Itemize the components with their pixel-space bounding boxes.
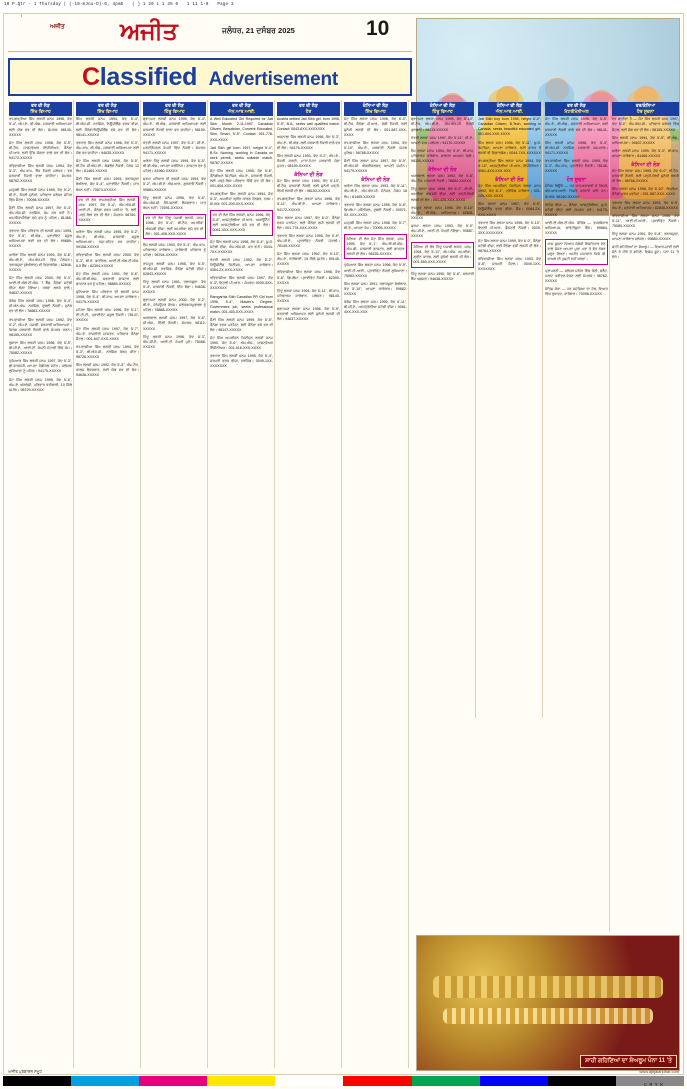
classified-ad: ਤਰਖਾਣ ਸਿੱਖ ਲੜਕਾ ਜਨਮ 1995, ਕੱਦ 5'-8", ਡਿਪਲੋਮਾ ਮਕੈਨੀਕਲ, ਦੁਬਈ ਨੌਕਰੀ। 00971-5X-XXX-XXXX (344, 202, 407, 217)
column-7 (410, 100, 476, 718)
column-10 (611, 100, 680, 932)
column-4 (209, 100, 275, 1068)
classified-ad: ਰਾਜਪੂਤ ਲੜਕੀ ਜਨਮ 1995, ਕੱਦ 5'-5", ਬੀ.ਐਸ.ਸੀ. ਨਰਸਿੰਗ, ਕੈਨੇਡਾ ਸਟੱਡੀ ਵੀਜ਼ਾ। 62843-XXXXX (143, 261, 206, 276)
classified-ad: ਹਿੰਦੂ ਲੜਕਾ ਜਨਮ 1991, ਕੱਦ 5'-8", ਤਲਾਕਸ਼ੁਦਾ, ਆਪਣਾ ਕਾਰੋਬਾਰ ਜਲੰਧਰ। 99889-XXXXX (612, 231, 679, 242)
classified-ad: ਰਵਿਦਾਸੀਆ ਸਿੱਖ ਲੜਕਾ ਜਨਮ 1998, ਕੱਦ 5'-8", ਡਿਪਲੋਮਾ, ਪ੍ਰਾਈਵੇਟ ਨੌਕਰੀ। 62390-XXXXX (277, 270, 340, 285)
classified-ad: ਸੈਣੀ ਸਿੱਖ ਲੜਕੀ ਜਨਮ 1999, ਕੱਦ 5'-5", ਕੈਨੇਡਾ ਵਰਕ ਪਰਮਿਟ, ਲਈ ਕੈਨੇਡਾ ਵਸੇ ਵਰ ਦੀ ਲੋੜ। 98147-XXXXX (210, 317, 273, 332)
category-subheading: ਕੰਨਿਆ ਦੀ ਲੋੜ (294, 172, 323, 179)
classified-ad: ਹਿੰਦੂ ਲੜਕਾ ਜਨਮ 1990, ਕੱਦ 5'-8", ਸਰਕਾਰੀ ਬੈਂਕ ਅਫ਼ਸਰ। 94638-XXXXX (411, 271, 474, 281)
category-heading-line1: ਕੰਨਿਆ ਦੀ ਲੋੜ (362, 103, 389, 108)
colour-swatch-0 (3, 1076, 71, 1086)
classified-ad: ਤਰਖਾਣ ਸਿੱਖ ਲੜਕਾ ਜਨਮ 1993, ਕੱਦ 5'-9", ਐਮ.ਏ., ਸਰਕਾਰੀ ਅਧਿਆਪਕ। 62845-XXXXX (612, 200, 679, 210)
classified-ad: ਮਜ਼੍ਹਬੀ ਸਿੱਖ ਲੜਕਾ ਜਨਮ 1998, ਕੱਦ 5'-7", ਬੀ.ਏ., ਆਪਣਾ ਕੰਮ। 70095-XXXXX (344, 220, 407, 230)
classified-ad: ਪ੍ਰਾਪਰਟੀ — ਜਲੰਧਰ ਸ਼ਹਿਰ ਵਿੱਚ ਕੋਠੀ, ਫਲੈਟ, ਪਲਾਟ ਖਰੀਦਣ-ਵੇਚਣ ਲਈ ਸੰਪਰਕ। 98762-XXXXX (545, 268, 608, 283)
category-heading-line2: ਸਿੱਖ ਵਿਆਹ (30, 108, 51, 114)
colour-swatch-2 (139, 1076, 207, 1086)
classified-ad: ਕੰਨਿਆ ਦੀ ਲੋੜ ਜੱਟ ਸਿੱਖ ਲੜਕਾ, ਜਨਮ 1995, ਕੱਦ 6'-1", ਐਮ.ਬੀ.ਬੀ.ਐਸ., ਐਮ.ਡੀ., ਸਰਕਾਰੀ ਡਾਕਟਰ, ਲਈ ਡਾਕਟਰ ਲੜਕੀ ਦੀ ਲੋੜ। 98155-XXXXX (344, 234, 407, 259)
classified-ad: ਸਿੱਖ ਲੜਕਾ ਜਨਮ 1997, ਕੱਦ 5'-9", ਨਿਊਜ਼ੀਲੈਂਡ ਵਰਕ ਵੀਜ਼ਾ, ਸ਼ੈੱਫ। 0064-2X-XXX-XXXX (478, 202, 541, 217)
classified-ad: ਅਰੋੜਾ ਲੜਕੀ ਜਨਮ 1999, ਕੱਦ 5'-3", ਬੀ.ਕਾਮ, ਆਪਣਾ ਕਾਰੋਬਾਰ। 81466-XXXXX (612, 148, 679, 158)
classified-ad: ਘੁੰਮਿਆਰ ਸਿੱਖ ਲੜਕਾ ਜਨਮ 1996, ਕੱਦ 5'-9", ਆਈ.ਟੀ.ਆਈ., ਪ੍ਰਾਈਵੇਟ ਨੌਕਰੀ ਲੁਧਿਆਣਾ। 75083-XXXXX (344, 263, 407, 278)
column-5 (276, 100, 342, 1068)
bangle-row-2 (443, 1008, 653, 1024)
classified-ad: ਤਰਖਾਣ ਸਿੱਖ ਪਰਿਵਾਰ ਦੀ ਲੜਕੀ ਜਨਮ 1995, ਕੱਦ 5'-5", ਬੀ.ਐਡ., ਪ੍ਰਾਈਵੇਟ ਸਕੂਲ ਅਧਿਆਪਕਾ ਲਈ ਵਰ ਦੀ ਲੋੜ। 99889-XXXXX (9, 229, 72, 249)
classified-ad: ਸਿੱਖ ਲੜਕਾ ਜਨਮ 1991, ਤਲਾਕਸ਼ੁਦਾ ਬੇਔਲਾਦ, ਕੱਦ 5'-10", ਆਪਣਾ ਕਾਰੋਬਾਰ। 99882-XXXXX (344, 281, 407, 296)
classified-ad: ਰਾਮਦਾਸੀਆ ਸਿੱਖ ਲੜਕਾ ਜਨਮ 1994, ਕੱਦ 5'-10", ਐਮ.ਏ., ਸਰਕਾਰੀ ਨੌਕਰੀ ਪੰਜਾਬ ਪੁਲਿਸ। 98768-XXXXX (344, 140, 407, 155)
category-heading-line2: ਹੋਰ (305, 108, 312, 114)
category-heading (545, 102, 608, 116)
footer-right: www.ajitjalandhar.com (639, 1069, 679, 1074)
classified-ad: ਵੈਸ਼ ਲੜਕਾ ਜਨਮ 1994, ਕੱਦ 5'-9", ਬੀ.ਕਾਮ, ਪਰਿਵਾਰਕ ਕਾਰੋਬਾਰ, ਸਾਲਾਨਾ ਆਮਦਨ ਚੰਗੀ। 98150-XXXXX (411, 148, 474, 164)
classified-ad: ਰਾਮਦਾਸੀਆ ਸਿੱਖ ਲੜਕੀ ਜਨਮ 1992, ਕੱਦ 5'-2", ਐਮ.ਏ. ਪੰਜਾਬੀ, ਸਰਕਾਰੀ ਅਧਿਆਪਕਾ। ਸਿਰਫ਼ ਸਰਕਾਰੀ ਨੌਕਰੀ ਵਾਲੇ ਸੰਪਰਕ ਕਰਨ। 98155-XXXXX (9, 317, 72, 337)
classified-ad: ਰਾਮਦਾਸੀਆ ਸਿੱਖ ਲੜਕੀ ਜਨਮ 1995, ਕੱਦ 5'-3", ਐਮ.ਕਾਮ, ਪ੍ਰਾਈਵੇਟ ਨੌਕਰੀ। 78146-XXXXX (545, 159, 608, 174)
classified-ad: ਜੱਟ ਸਿੱਖ ਅਮਰੀਕਨ ਸਿਟੀਜ਼ਨ ਲੜਕਾ ਜਨਮ 1992, ਕੱਦ 6'-1", ਟਰੱਕਿੰਗ ਕਾਰੋਬਾਰ। 001-209-XXX-XXXX (478, 184, 541, 199)
category-heading-line1: ਕੰਨਿਆ ਦੀ ਲੋੜ (496, 103, 523, 108)
banner-word-advertisement: Advertisement (208, 68, 338, 90)
classified-ad: ਜੱਟ ਸਿੱਖ ਲੜਕੀ ਜਨਮ 1991, ਕੱਦ 5'-6", ਐਮ.ਬੀ.ਬੀ.ਐਸ., ਸਰਕਾਰੀ ਡਾਕਟਰ ਲਈ ਡਾਕਟਰ ਵਰ ਨੂੰ ਪਹਿਲ। 98884-XXXXX (76, 271, 139, 286)
page-number: 10 (366, 17, 390, 40)
classified-ad: ਰਾਮਗੜ੍ਹੀਆ ਸਿੱਖ ਲੜਕਾ ਜਨਮ 1996, ਕੱਦ 5'-11", ਐਮ.ਬੀ.ਏ., ਆਪਣਾ ਕਾਰੋਬਾਰ। 94172-XXXXX (277, 197, 340, 212)
category-heading-line1: ਵਰ ਦੀ ਲੋੜ (299, 103, 318, 108)
classified-ad: ਵਰ ਦੀ ਲੋੜ ਸਿੱਖ ਲੜਕੀ, ਜਨਮ 1996, ਕੱਦ 5'-5", ਆਸਟ੍ਰੇਲੀਆ ਪੀ.ਆਰ., ਅਕਾਊਂਟੈਂਟ, ਲਈ ਆਸਟ੍ਰੇਲੀਆ ਵਸੇ ਵਰ ਦੀ ਲੋੜ। 0061-4XX-XXX-XXX (210, 210, 273, 235)
classified-ad: ਜੱਟ ਸਿੱਖ ਲੜਕੀ ਜਨਮ 1995, ਕੱਦ 5'-6", ਕੈਨੇਡੀਅਨ ਸਿਟੀਜ਼ਨ, ਐਮ.ਏ., ਸਰਕਾਰੀ ਨੌਕਰੀ, ਲਈ ਪੜ੍ਹੇ-ਲਿਖੇ ਪਰਿਵਾਰ ਵਿੱਚੋਂ ਵਰ ਦੀ ਲੋੜ। 001-604-XXX-XXXX (210, 168, 273, 188)
classified-ad: Ramgarhia Sikh Canadian PR Girl born 1996, 5'-4", Master's Degree, Government job, seeks professional match. 001-403-XXX-XXXX (210, 294, 273, 314)
classified-ad: ਰਾਮਗੜ੍ਹੀਆ ਸਿੱਖ ਲੜਕਾ ਜਨਮ 1994, ਕੱਦ 5'-10", ਆਸਟ੍ਰੇਲੀਆ ਪੀ.ਆਰ., ਇੰਜੀਨੀਅਰ। 0061-4XX-XXX-XXX (478, 158, 541, 173)
colour-swatch-7 (480, 1076, 548, 1086)
classified-ad: ਸਿੱਖ ਲੜਕੀ ਜਨਮ 1998, ਕੱਦ 5'-4", ਬੀ.ਐਸ.ਸੀ. ਨਰਸਿੰਗ, ਸਰਕਾਰੀ ਹਸਪਤਾਲ। 94171-XXXXX (545, 140, 608, 155)
classified-columns (8, 100, 680, 1068)
classified-ad: ਆਰੋੜਾ ਸਿੱਖ ਲੜਕੀ ਜਨਮ 1993, ਕੱਦ 5'-6", ਐਮ.ਬੀ.ਏ., ਐਮ.ਐਨ.ਸੀ. ਵਿੱਚ ਮੈਨੇਜਰ। ਤਲਾਕਸ਼ੁਦਾ (ਬੇਔਲਾਦ) ਵੀ ਵਿਚਾਰਯੋਗ। 62846-XXXXX (9, 252, 72, 272)
classified-ad: ਅਰੋੜਾ ਸਿੱਖ ਲੜਕੀ ਜਨਮ 1995, ਕੱਦ 5'-2", ਐਮ.ਏ., ਬੀ.ਐਡ., ਸਰਕਾਰੀ ਸਕੂਲ ਅਧਿਆਪਕਾ। ਨਸ਼ਾ-ਰਹਿਤ ਵਰ ਚਾਹੀਦਾ। 99158-XXXXX (76, 230, 139, 250)
bottom-photo (416, 935, 680, 1071)
category-subheading: ਕੰਨਿਆ ਦੀ ਲੋੜ (428, 167, 457, 174)
classified-ad: ਕੰਨਿਆ ਦੀ ਲੋੜ ਹਿੰਦੂ ਪੰਜਾਬੀ ਲੜਕਾ, ਜਨਮ 1994, ਕੱਦ 5'-11", ਐਮ.ਐਸ. ਅਮਰੀਕਾ, ਗ੍ਰੀਨ ਕਾਰਡ, ਲਈ ਸੁਨੱਖੀ ਲੜਕੀ ਦੀ ਲੋੜ। 001-650-XXX-XXXX (411, 242, 474, 267)
classified-ad: ਜੱਟ ਸਿੱਖ ਲੜਕਾ ਜਨਮ 1992, ਕੱਦ 5'-10", ਐਮ.ਏ., ਖੇਤੀਬਾੜੀ, 15 ਕਿੱਲੇ ਜ਼ਮੀਨ। 99145-XXXXX (277, 252, 340, 267)
classified-ad: ਤਰਖਾਣ ਸਿੱਖ ਲੜਕੀ ਜਨਮ 1995, ਕੱਦ 5'-4", ਜਰਮਨੀ ਵਰਕ ਵੀਜ਼ਾ, ਨਰਸਿੰਗ। 0049-1XX-XXXXXXX (210, 354, 273, 369)
bangle-row-1 (433, 976, 664, 997)
cmyk-label: C M Y K (644, 1083, 663, 1088)
category-heading-line1: ਵਰ ਦੀ ਲੋੜ (165, 103, 184, 108)
classified-ad: Jatt Sikh boy born 1995, height 6'-0", Canadian Citizen, B.Tech, working in Canada, seeks beautiful educated girl. 001-604-XXX-XXXX (478, 117, 541, 137)
classified-ad: Jatt Sikh girl born 1997, height 5'-4", B.Sc. Nursing, working in Canada on work permit, seeks suitable match. 98767-XXXXX (210, 145, 273, 165)
classified-ad: ਘੁੰਮਿਆਰ ਸਿੱਖ ਲੜਕੀ ਜਨਮ 1997, ਕੱਦ 5'-3", ਡੀ.ਫਾਰਮੇਸੀ, ਆਪਣਾ ਮੈਡੀਕਲ ਸਟੋਰ। ਜਲੰਧਰ/ਲੁਧਿਆਣਾ ਨੂੰ ਪਹਿਲ। 94170-XXXXX (9, 359, 72, 374)
classified-ad: ਕੰਬੋਜ ਸਿੱਖ ਲੜਕੀ ਜਨਮ 1996, ਕੱਦ 5'-4", ਜੀ.ਐਨ.ਐਮ. ਨਰਸਿੰਗ, ਦੁਬਈ ਨੌਕਰੀ। ਸੁਨੱਖੇ ਵਰ ਦੀ ਲੋੜ। 78883-XXXXX (9, 299, 72, 314)
classified-ad: ਅਰੋੜਾ ਸਿੱਖ ਲੜਕਾ ਜਨਮ 1993, ਕੱਦ 5'-11", ਐਮ.ਬੀ.ਏ., ਐਮ.ਐਨ.ਸੀ. ਮੈਨੇਜਰ, ਪੈਕੇਜ 18 ਲੱਖ। 81465-XXXXX (344, 184, 407, 199)
category-heading (612, 102, 679, 116)
classified-ad: ਜੱਟ ਸਿੱਖ ਲੜਕੀ ਜਨਮ 1999, ਕੱਦ 5'-5", ਬੀ.ਟੈਕ ਸੀ.ਐਸ.ਈ., ਬੰਗਲੌਰ ਨੌਕਰੀ, ਪੈਕੇਜ 12 ਲੱਖ। 81464-XXXXX (76, 159, 139, 174)
colour-swatch-6 (412, 1076, 480, 1086)
category-heading-line1: ਵਰ ਦੀ ਲੋੜ (31, 103, 50, 108)
classified-ad: ਸਿੱਖ ਲੜਕੀ ਜਨਮ 1992, ਕੱਦ 5'-5", ਐਮ.ਟੈਕ, ਕਾਲਜ ਲੈਕਚਰਾਰ, ਲਈ ਯੋਗ ਵਰ ਦੀ ਲੋੜ। 94648-XXXXX (76, 363, 139, 378)
category-heading (411, 102, 474, 116)
classified-ad: ਰਵਿਦਾਸੀਆ ਸਿੱਖ ਲੜਕੀ ਜਨਮ 1997, ਕੱਦ 5'-3", ਇਟਲੀ ਪੀ.ਆਰ.। ਸੰਪਰਕ: 0039-3XX-XXXXXXX (210, 276, 273, 291)
category-heading-line2: ਐਨ.ਆਰ.ਆਈ. (227, 108, 256, 114)
colour-registration-strip (3, 1076, 684, 1086)
classified-ad: ਸਿੱਖ ਲੜਕੀ ਜਨਮ 1994, ਕੱਦ 5'-5", ਬੀ.ਐਡ., ਅਧਿਆਪਕਾ। 94637-XXXXX (612, 135, 679, 145)
classified-ad: ਰਾਮਗੜ੍ਹੀਆ ਸਿੱਖ ਲੜਕੀ ਜਨਮ 1994, ਕੱਦ 5'-3", ਅਮਰੀਕਾ ਗ੍ਰੀਨ ਕਾਰਡ ਹੋਲਡਰ, ਨਰਸ। ਸੰਪਰਕ: 001-209-XXX-XXXX (210, 192, 273, 207)
category-heading (210, 102, 273, 116)
category-heading-line1: ਵਰ ਦੀ ਲੋੜ (98, 103, 117, 108)
column-3 (142, 100, 208, 1068)
classified-ad: ਸਿੱਖ ਲੜਕਾ ਜਨਮ 1997, ਕੱਦ 6'-0", ਕੈਨੇਡਾ ਵਰਕ ਪਰਮਿਟ, ਲਈ ਕੈਨੇਡਾ ਵਸੀ ਲੜਕੀ ਦੀ ਲੋੜ। 001-778-XXX-XXXX (277, 215, 340, 230)
classified-ad: ਖੱਤਰੀ ਲੜਕੀ ਜਨਮ 1992, ਕੱਦ 5'-2", ਨਿਊਜ਼ੀਲੈਂਡ ਸਿਟੀਜ਼ਨ, ਆਪਣਾ ਕਾਰੋਬਾਰ। 0064-2X-XXX-XXXX (210, 257, 273, 273)
classified-ad: ਤਰਖਾਣ ਸਿੱਖ ਲੜਕੀ ਜਨਮ 1996, ਕੱਦ 5'-3", ਐਮ.ਕਾਮ, ਬੀ.ਐਡ., ਸਰਕਾਰੀ ਅਧਿਆਪਕਾ ਲਈ ਯੋਗ ਵਰ ਚਾਹੀਦਾ। 94635-XXXXX (76, 140, 139, 155)
classified-ad: ਜੱਟ ਸਿੱਖ ਲੜਕਾ ਜਨਮ 1999, ਕੱਦ 6'-0", ਕੈਨੇਡਾ ਸਟੱਡੀ ਵੀਜ਼ਾ, ਲਈ ਕੈਨੇਡਾ ਵਸੀ ਲੜਕੀ ਦੀ ਲੋੜ। 98764-XXXXX (478, 238, 541, 254)
classified-ad: ਜੱਟ ਸਿੱਖ ਲੜਕੀ ਜਨਮ 1998, ਕੱਦ 5'-4", ਯੂ.ਕੇ. ਸਟੱਡੀ ਵੀਜ਼ਾ, ਐਮ.ਐਸ.ਸੀ. ਕਰ ਰਹੀ। 0044-7XX-XXXXXX (210, 239, 273, 254)
category-heading (277, 102, 340, 116)
classified-ad: ਬ੍ਰਾਹਮਣ ਲੜਕਾ ਜਨਮ 1995, ਕੱਦ 5'-10", ਬੀ.ਟੈਕ, ਐਮ.ਬੀ.ਏ., ਐਮ.ਐਨ.ਸੀ. ਨੌਕਰੀ ਗੁੜਗਾਓਂ। 98113-XXXXX (411, 117, 474, 132)
column-1 (8, 100, 74, 1068)
category-heading-line2: ਹੋਰ ਸੂਚਨਾ (636, 108, 655, 114)
classified-ad: ਸੈਣੀ ਸਿੱਖ ਲੜਕੀ ਜਨਮ 1997, ਕੱਦ 5'-4", ਐਮ.ਐਸ.ਸੀ. ਨਰਸਿੰਗ, ਕੰਮ ਕਰ ਰਹੀ ਹੈ। ਅਮਰੀਕਾ/ਕੈਨੇਡਾ ਵਸੇ ਵਰ ਨੂੰ ਪਹਿਲ। 81465-XXXXX (9, 205, 72, 226)
classified-ad: ਖੱਤਰੀ ਲੜਕਾ ਜਨਮ 1997, ਕੱਦ 5'-11", ਸੀ.ਏ., ਆਪਣੀ ਫਰਮ ਜਲੰਧਰ। 94170-XXXXX (411, 135, 474, 145)
category-subheading: ਕੰਨਿਆ ਦੀ ਲੋੜ (631, 162, 660, 169)
classified-ad: ਰਾਮਗੜ੍ਹੀਆ ਸਿੱਖ ਲੜਕੀ ਜਨਮ 1996, ਕੱਦ 5'-4", ਐਮ.ਏ., ਬੀ.ਐਡ., ਸਰਕਾਰੀ ਅਧਿਆਪਕਾ ਲਈ ਯੋਗ ਵਰ ਦੀ ਲੋੜ। ਸੰਪਰਕ: 98140-XXXXX (9, 117, 72, 137)
category-heading-line1: ਵਰ ਦੀ ਲੋੜ (567, 103, 586, 108)
classified-ad: ਸਿੱਖ ਲੜਕਾ ਜਨਮ 1998, ਕੱਦ 5'-10", ਡਿਪਲੋਮਾ, ਕੈਨੇਡਾ ਵਰਕ ਪਰਮਿਟ। 001-587-XXX-XXXX (612, 187, 679, 197)
classified-ad: ਜੱਟ ਸਿੱਖ ਅਮਰੀਕਨ ਸਿਟੀਜ਼ਨ ਲੜਕੀ ਜਨਮ 1990, ਕੱਦ 5'-6", ਐਮ.ਐਸ., ਸਾਫ਼ਟਵੇਅਰ ਇੰਜੀਨੀਅਰ। 001-916-XXX-XXXX (210, 335, 273, 351)
classified-ad: ਜੱਟ ਸਿੱਖ ਲੜਕਾ ਜਨਮ 1996, ਕੱਦ 6'-0", ਬੀ.ਟੈਕ, ਕੈਨੇਡਾ ਪੀ.ਆਰ., ਚੰਗੀ ਨੌਕਰੀ, ਲਈ ਸੁਨੱਖੀ ਲੜਕੀ ਦੀ ਲੋੜ। 001-587-XXX-XXXX (344, 117, 407, 137)
classified-ad: ਰਵਿਦਾਸੀਆ ਸਿੱਖ ਲੜਕੀ ਜਨਮ 2000, ਕੱਦ 5'-3", ਬੀ.ਏ. ਫਾਈਨਲ, ਆਈ.ਈ.ਐਲ.ਟੀ.ਐਸ. 6.5 ਬੈਂਡ। 62394-XXXXX (76, 253, 139, 268)
classified-ad: ਸ਼ਰਮਾ ਲੜਕਾ ਜਨਮ 1993, ਕੱਦ 5'-9", ਐਮ.ਸੀ.ਏ., ਆਈ.ਟੀ. ਕੰਪਨੀ ਨੋਇਡਾ। 99887-XXXXX (411, 223, 474, 239)
classified-ad: ਖ਼ਾਸ ਸੂਚਨਾ ਵਿਆਹ ਸੰਬੰਧੀ ਇਸ਼ਤਿਹਾਰ ਦੇਣ ਵਾਲੇ ਸੱਜਣ ਆਪਣਾ ਪੂਰਾ ਪਤਾ ਤੇ ਫ਼ੋਨ ਨੰਬਰ ਜ਼ਰੂਰ ਲਿਖਣ। ਅਜੀਤ ਸਮਾਚਾਰ ਕਿਸੇ ਵੀ ਦਾਅਵੇ ਦੀ ਪੁਸ਼ਟੀ ਨਹੀਂ ਕਰਦਾ। (545, 239, 608, 264)
colour-swatch-8 (548, 1076, 616, 1086)
banner-word-classified (82, 63, 197, 91)
classified-ad: ਰਵਿਦਾਸੀਆ ਸਿੱਖ ਲੜਕਾ ਜਨਮ 1996, ਕੱਦ 5'-11", ਆਈ.ਟੀ.ਆਈ., ਪ੍ਰਾਈਵੇਟ ਨੌਕਰੀ। 75089-XXXXX (612, 213, 679, 228)
classified-ad: ਰਾਜਪੂਤ ਲੜਕਾ ਜਨਮ 1996, ਕੱਦ 5'-10", ਐਮ.ਏ., ਬੀ.ਐਡ., ਅਧਿਆਪਕ। 62841-XXXXX (411, 205, 474, 220)
category-heading-line2: ਐਨ.ਆਰ.ਆਈ. (495, 108, 524, 114)
classified-ad: ਬ੍ਰਾਹਮਣ ਲੜਕਾ ਜਨਮ 1996, ਕੱਦ 5'-9", ਸਰਕਾਰੀ ਅਧਿਆਪਕ ਲਈ ਸੁਨੱਖੀ ਲੜਕੀ ਦੀ ਲੋੜ। 94637-XXXXX (277, 307, 340, 322)
category-heading (344, 102, 407, 116)
column-9 (544, 100, 610, 932)
classified-ad: ਬ੍ਰਾਹਮਣ ਲੜਕੀ ਜਨਮ 1995, ਕੱਦ 5'-4", ਐਮ.ਏ., ਬੀ.ਐਡ., ਸਰਕਾਰੀ ਅਧਿਆਪਕਾ ਲਈ ਸਰਕਾਰੀ ਨੌਕਰੀ ਵਾਲਾ ਵਰ ਚਾਹੀਦਾ। 98150-XXXXX (143, 117, 206, 137)
registration-mark: l (21, 13, 22, 18)
printbar-seg-0: 10 P.Qtr - 1 Thursday | (-10-mJnu-D)-0, 4pm5 (4, 3, 124, 7)
column-6 (343, 100, 409, 1068)
classified-ad: ਜੱਟ ਸਿੱਖ ਲੜਕੀ ਜਨਮ 2000, ਕੱਦ 5'-3", ਆਈ.ਈ.ਐਲ.ਟੀ.ਐਸ. 7 ਬੈਂਡ, ਕੈਨੇਡਾ ਸਟੱਡੀ ਵੀਜ਼ਾ ਲੱਗਾ ਹੋਇਆ। ਖਰਚਾ ਲੜਕੇ ਵਾਲੇ। 94637-XXXXX (9, 275, 72, 296)
category-heading (76, 102, 139, 116)
category-subheading: ਹੋਰ ਸੂਚਨਾ (566, 177, 587, 184)
printbar-seg-1: ( ) 1 20 1 1 35 0 (132, 3, 179, 7)
column-8 (477, 100, 543, 718)
classified-ad: ਸਿੱਖ ਲੜਕਾ ਜਨਮ 1996, ਕੱਦ 5'-11", ਯੂ.ਕੇ. ਸਿਟੀਜ਼ਨ, ਆਪਣਾ ਕਾਰੋਬਾਰ, ਲਈ ਭਾਰਤ ਤੋਂ ਲੜਕੀ ਵੀ ਵਿਚਾਰਯੋਗ। 0044-7XX-XXXXXX (478, 140, 541, 155)
colour-swatch-3 (207, 1076, 275, 1086)
category-heading-line1: ਵਰ/ਕੰਨਿਆ (635, 103, 656, 108)
classified-ad: ਤਰਖਾਣ ਸਿੱਖ ਲੜਕਾ ਜਨਮ 1995, ਕੱਦ 5'-9", ਐਮ.ਸੀ.ਏ., ਪ੍ਰਾਈਵੇਟ ਨੌਕਰੀ ਮੋਹਾਲੀ। 78149-XXXXX (277, 233, 340, 249)
classified-ad: ਜੱਟ ਸਿੱਖ ਲੜਕੀ ਜਨਮ 1997, ਕੱਦ 5'-7", ਐਮ.ਏ. ਰਾਜਨੀਤੀ ਸ਼ਾਸਤਰ, ਪਰਿਵਾਰ ਕੈਨੇਡਾ ਸੈਟਲ। 001-647-XXX-XXXX (76, 326, 139, 341)
classified-ad: ਵਰ ਦੀ ਲੋੜ ਹਿੰਦੂ ਪੰਜਾਬੀ ਲੜਕੀ, ਜਨਮ 1998, ਕੱਦ 5'-4", ਬੀ.ਟੈਕ, ਅਮਰੀਕਾ ਐਚ1ਬੀ ਵੀਜ਼ਾ, ਲਈ ਅਮਰੀਕਾ ਵਸੇ ਵਰ ਦੀ ਲੋੜ। 001-408-XXX-XXXX (143, 214, 206, 239)
banner-dropcap: C (82, 62, 100, 91)
classified-ad: ਰਾਮਦਾਸੀਆ ਸਿੱਖ ਲੜਕੀ ਜਨਮ 1994, ਕੱਦ 5'-3", ਬੀ.ਐਸ.ਸੀ., ਨਰਸਿੰਗ ਕੋਰਸ ਕੀਤਾ। 98726-XXXXX (76, 344, 139, 360)
classified-ad: ਹਿੰਦੂ ਲੜਕੀ ਜਨਮ 1996, ਕੱਦ 5'-6", ਐਮ.ਐਸ.ਸੀ. ਕੈਮਿਸਟਰੀ, ਲੈਕਚਰਾਰ। ਜਾਤ ਬੰਧਨ ਨਹੀਂ। 70091-XXXXX (143, 195, 206, 210)
classified-ad: ਰਵਿਦਾਸੀਆ ਸਿੱਖ ਲੜਕੀ ਜਨਮ 1994, ਕੱਦ 5'-3", ਐਮ.ਕਾਮ, ਬੈਂਕ ਨੌਕਰੀ ਜਲੰਧਰ। ਵਰ ਸਰਕਾਰੀ ਨੌਕਰੀ ਵਾਲਾ ਚਾਹੀਦਾ। ਸੰਪਰਕ: 98762-XXXXX (9, 164, 72, 184)
category-subheading: ਕੰਨਿਆ ਦੀ ਲੋੜ (495, 177, 524, 184)
classified-ad: ਜੱਟ ਸਿੱਖ ਲੜਕੀ ਜਨਮ 1995, ਕੱਦ 5'-6", ਐਮ.ਏ. ਅੰਗਰੇਜ਼ੀ, ਪਰਿਵਾਰ ਖੇਤੀਬਾੜੀ, 10 ਕਿੱਲੇ ਜ਼ਮੀਨ। 98729-XXXXX (9, 377, 72, 392)
classified-ad: ਹਿੰਦੂ ਲੜਕੀ ਜਨਮ 1991, ਤਲਾਕਸ਼ੁਦਾ, ਕੱਦ 5'-4", ਸਰਕਾਰੀ ਨੌਕਰੀ, ਇੱਕ ਬੱਚਾ। 94638-XXXXX (143, 279, 206, 294)
printbar-seg-2: 1 11 1-0 (186, 3, 209, 7)
classified-ad: ਹਿੰਦੂ ਲੜਕਾ ਜਨਮ 1994, ਕੱਦ 5'-11", ਬੀ.ਕਾਮ, ਪਰਿਵਾਰਕ ਕਾਰੋਬਾਰ, ਜਲੰਧਰ। 98140-XXXXX (277, 288, 340, 303)
colour-swatch-5 (343, 1076, 411, 1086)
classified-ad: ਮੈਰਿਜ ਬਿਊਰੋ — ਹਰ ਜਾਤ-ਬਰਾਦਰੀ ਦੇ ਰਿਸ਼ਤੇ, ਐਨ.ਆਰ.ਆਈ. ਰਿਸ਼ਤੇ ਕਰਵਾਏ ਜਾਂਦੇ ਹਨ। ਸੰਪਰਕ: 98150-XXXXX (545, 184, 608, 199)
print-control-bar (0, 0, 687, 12)
classified-ad: ਸਿੱਖ ਲੜਕੀ ਜਨਮ 1993, ਕੱਦ 5'-2", ਐਮ.ਏ., ਨੌਕਰੀ ਕਰਦੀ, ਮਾਤਾ-ਪਿਤਾ ਸਰਕਾਰੀ ਸੇਵਾ ਮੁਕਤ। 98159-XXXXX (277, 153, 340, 168)
classified-ad: ਅਗਰਵਾਲ ਲੜਕੀ ਜਨਮ 1997, ਕੱਦ 5'-6", ਸੀ.ਐਸ., ਦਿੱਲੀ ਨੌਕਰੀ। ਸੰਪਰਕ: 98112-XXXXX (143, 316, 206, 331)
classified-ad: ਜੱਟ ਸਿੱਖ ਲੜਕਾ ਜਨਮ 1994, ਕੱਦ 5'-10", ਬੀ.ਟੈਕ, ਸਰਕਾਰੀ ਨੌਕਰੀ, ਲਈ ਸੁਨੱਖੀ ਪੜ੍ਹੀ-ਲਿਖੀ ਲੜਕੀ ਦੀ ਲੋੜ। 98153-XXXXX (277, 179, 340, 194)
classified-ad: ਸੁਨਿਆਰਾ ਸਿੱਖ ਪਰਿਵਾਰ ਦੀ ਲੜਕੀ ਜਨਮ 1998, ਕੱਦ 5'-4", ਬੀ.ਕਾਮ, ਆਪਣਾ ਕਾਰੋਬਾਰ। 94175-XXXXX (76, 290, 139, 305)
category-heading-line2: ਸਿੱਖ ਵਿਆਹ (365, 108, 386, 114)
dateline: ਜਲੰਧਰ, 21 ਦਸੰਬਰ 2025 (222, 26, 295, 35)
classified-ad: ਕੰਬੋਜ ਸਿੱਖ ਲੜਕਾ ਜਨਮ 1999, ਕੱਦ 5'-11", ਬੀ.ਸੀ.ਏ., ਆਸਟ੍ਰੇਲੀਆ ਸਟੱਡੀ ਵੀਜ਼ਾ। 0061-4XX-XXX-XXX (344, 300, 407, 315)
classified-ad: ਵਿਦੇਸ਼ ਵੀਜ਼ਾ — ਕੈਨੇਡਾ, ਆਸਟ੍ਰੇਲੀਆ, ਯੂ.ਕੇ. ਸਟੱਡੀ ਵੀਜ਼ਾ ਲਈ ਸੰਪਰਕ ਕਰੋ। 94175-XXXXX (545, 202, 608, 217)
classified-ad: ਅਰੋੜਾ ਹਿੰਦੂ ਲੜਕੀ ਜਨਮ 1999, ਕੱਦ 5'-5", ਬੀ.ਡੀ.ਐਸ., ਆਪਣਾ ਕਲੀਨਿਕ। ਡਾਕਟਰ ਵਰ ਨੂੰ ਪਹਿਲ। 81960-XXXXX (143, 159, 206, 174)
classified-ad: ਤਰਖਾਣ ਸਿੱਖ ਲੜਕਾ ਜਨਮ 1995, ਕੱਦ 5'-10", ਇਟਲੀ ਪੀ.ਆਰ., ਫੈਕਟਰੀ ਨੌਕਰੀ। 0039-3XX-XXXXXXX (478, 220, 541, 235)
category-heading-line1: ਕੰਨਿਆ ਦੀ ਲੋੜ (429, 103, 456, 108)
jewellery-image (417, 936, 679, 1070)
classified-ad: ਰਵਿਦਾਸੀਆ ਸਿੱਖ ਲੜਕਾ ਜਨਮ 1993, ਕੱਦ 5'-8", ਜਰਮਨੀ ਸੈਟਲ। 0049-1XX-XXXXXXX (478, 257, 541, 272)
classified-ad: ਮਹਿਰਾ ਸਿੱਖ ਲੜਕੀ ਜਨਮ 1996, ਕੱਦ 5'-1", ਈ.ਟੀ.ਟੀ., ਪ੍ਰਾਈਵੇਟ ਸਕੂਲ ਨੌਕਰੀ। 78147-XXXXX (76, 308, 139, 323)
category-heading (143, 102, 206, 116)
classified-ad: ਸੈਣੀ ਸਿੱਖ ਲੜਕੀ ਜਨਮ 1993, ਤਲਾਕਸ਼ੁਦਾ ਬੇਔਲਾਦ, ਕੱਦ 5'-4", ਪ੍ਰਾਈਵੇਟ ਨੌਕਰੀ। ਜਾਤ ਬੰਧਨ ਨਹੀਂ। 70873-XXXXX (76, 177, 139, 192)
footer-left: ਅਜੀਤ ਪ੍ਰਕਾਸ਼ਨ ਸਮੂਹ (8, 1069, 42, 1074)
classified-ad: ਜੱਟ ਸਿੱਖ ਲੜਕੀ ਜਨਮ 1998, ਕੱਦ 5'-5", ਬੀ.ਟੈਕ, ਸਾਫ਼ਟਵੇਅਰ ਇੰਜੀਨੀਅਰ, ਕੈਨੇਡਾ ਪੀ.ਆਰ. ਲਈ ਉੱਚ ਯੋਗਤਾ ਵਾਲੇ ਵਰ ਦੀ ਲੋੜ। 94172-XXXXX (9, 140, 72, 161)
classified-ad: ਅਗਰਵਾਲ ਲੜਕਾ ਜਨਮ 1992, ਕੱਦ 5'-8", ਐਮ.ਟੈਕ, ਸਰਕਾਰੀ ਨੌਕਰੀ। 78884-XXXXX (411, 174, 474, 184)
classified-ad: ਬ੍ਰਾਹਮਣ ਲੜਕੀ ਜਨਮ 2000, ਕੱਦ 5'-2", ਬੀ.ਏ., ਕੰਪਿਊਟਰ ਕੋਰਸ। ਜਲੰਧਰ/ਕਪੂਰਥਲਾ ਨੂੰ ਪਹਿਲ। 78888-XXXXX (143, 298, 206, 313)
category-heading-line2: ਸਿੱਖ ਵਿਆਹ (97, 108, 118, 114)
classified-ad: ਹਿੰਦੂ ਲੜਕੀ ਜਨਮ 1996, ਕੱਦ 5'-3", ਐਮ.ਸੀ.ਏ., ਆਈ.ਟੀ. ਕੰਪਨੀ ਪੁਣੇ। 75086-XXXXX (143, 334, 206, 349)
classified-ad: ਜੱਟ ਸਿੱਖ ਲੜਕੀ ਜਨਮ 1996, ਕੱਦ 5'-5", ਐਮ.ਏ., ਬੀ.ਐਡ., ਸਰਕਾਰੀ ਅਧਿਆਪਕਾ, ਲਈ ਸਰਕਾਰੀ ਨੌਕਰੀ ਵਾਲੇ ਵਰ ਦੀ ਲੋੜ। 98141-XXXXX (545, 117, 608, 137)
jewellery-ad-tag: ਸ਼ਾਹੀ ਗਹਿਣਿਆਂ ਦਾ ਸ਼ੋਅਰੂਮ ਪੰਨਾ 11 'ਤੇ (580, 1055, 677, 1069)
classified-ad: ਜੱਟ ਸਿੱਖ ਲੜਕਾ ਜਨਮ 1995, ਕੱਦ 6'-0", ਬੀ.ਟੈਕ, ਸਰਕਾਰੀ ਨੌਕਰੀ, ਲਈ ਪੜ੍ਹੀ-ਲਿਖੀ ਸੁਨੱਖੀ ਲੜਕੀ ਦੀ ਲੋੜ। 98768-XXXXX (612, 169, 679, 184)
banner-word1-rest: lassified (99, 62, 198, 91)
classified-ad: ਵਰ ਚਾਹੀਦਾ ਹੈ — ਜੱਟ ਸਿੱਖ ਲੜਕੀ ਜਨਮ 1997, ਕੱਦ 5'-4", ਐਮ.ਐਸ.ਸੀ., ਪਰਿਵਾਰ ਜਲੰਧਰ ਵਿੱਚ ਸੈਟਲ, ਲਈ ਯੋਗ ਵਰ ਦੀ ਲੋੜ। 98155-XXXXX (612, 117, 679, 132)
classified-ad: ਜੋਤਿਸ਼ ਸੇਵਾ — ਹਰ ਸਮੱਸਿਆ ਦਾ ਹੱਲ, ਵਿਆਹ ਵਿੱਚ ਰੁਕਾਵਟ, ਕਾਰੋਬਾਰ। 70098-XXXXX (545, 286, 608, 296)
colour-swatch-4 (275, 1076, 343, 1086)
classified-ad: ਖੱਤਰੀ ਲੜਕੀ ਜਨਮ 1997, ਕੱਦ 5'-3", ਸੀ.ਏ., ਮਲਟੀਨੈਸ਼ਨਲ ਕੰਪਨੀ ਵਿੱਚ ਨੌਕਰੀ। ਸੰਪਰਕ: 94171-XXXXX (143, 140, 206, 155)
classified-banner (8, 58, 412, 96)
classified-ad: ਲੁਬਾਣਾ ਸਿੱਖ ਲੜਕੀ ਜਨਮ 1998, ਕੱਦ 5'-5", ਬੀ.ਸੀ.ਏ., ਆਈ.ਟੀ. ਕੰਪਨੀ ਮੋਹਾਲੀ ਵਿੱਚ ਕੰਮ। 75082-XXXXX (9, 340, 72, 356)
classified-ad: ਵੈਸ਼ ਲੜਕੀ ਜਨਮ 1993, ਕੱਦ 5'-3", ਐਮ.ਕਾਮ, ਪਰਿਵਾਰਕ ਕਾਰੋਬਾਰ। ਕਾਰੋਬਾਰੀ ਪਰਿਵਾਰ ਨੂੰ ਪਹਿਲ। 98764-XXXXX (143, 243, 206, 258)
classified-ad: ਸੈਣੀ ਸਿੱਖ ਲੜਕਾ ਜਨਮ 1997, ਕੱਦ 5'-9", ਬੀ.ਐਸ.ਸੀ. ਐਗਰੀਕਲਚਰ, ਆਪਣੀ ਜ਼ਮੀਨ। 94179-XXXXX (344, 159, 407, 174)
masthead (8, 18, 412, 52)
category-heading-line1: ਵਰ ਦੀ ਲੋੜ (232, 103, 251, 108)
printbar-seg-3: Page 3 (217, 3, 234, 7)
classified-ad: Austria settled Jatt Sikh girl, born 1996, 5'-5", B.A., seeks well qualified match. Contact: 0043-6XX-XXXXXXX (277, 117, 340, 132)
classified-ad: ਸਿੱਖ ਲੜਕੀ ਜਨਮ 1994, ਕੱਦ 5'-4", ਬੀ.ਐਸ.ਸੀ. ਨਰਸਿੰਗ, ਨਿਊਜ਼ੀਲੈਂਡ ਵਰਕ ਵੀਜ਼ਾ, ਲਈ ਕੈਨੇਡਾ/ਨਿਊਜ਼ੀਲੈਂਡ ਵਸੇ ਵਰ ਦੀ ਲੋੜ। 98141-XXXXX (76, 117, 139, 137)
classified-ad: ਆਈ.ਈ.ਐਲ.ਟੀ.ਐਸ. ਕੋਚਿੰਗ — ਤਜਰਬੇਕਾਰ ਅਧਿਆਪਕ, ਗਾਰੰਟੀਸ਼ੁਦਾ ਬੈਂਡ। 99884-XXXXX (545, 220, 608, 236)
masthead-logo: ਅਜੀਤ (120, 18, 178, 45)
classified-ad: ਮਜ਼੍ਹਬੀ ਸਿੱਖ ਲੜਕੀ ਜਨਮ 1999, ਕੱਦ 5'-2", ਬੀ.ਏ., ਸੋਹਣੀ ਸੁਨੱਖੀ, ਪਰਿਵਾਰ ਜਲੰਧਰ ਸ਼ਹਿਰ ਵਿੱਚ ਸੈਟਲ। 70098-XXXXX (9, 187, 72, 202)
classified-ad: ਅਜਨਾਲਾ ਸਿੱਖ ਲੜਕੀ ਜਨਮ 1996, ਕੱਦ 5'-3", ਐਮ.ਏ., ਬੀ.ਐਡ. ਲਈ ਸਰਕਾਰੀ ਨੌਕਰੀ ਵਾਲੇ ਵਰ ਦੀ ਲੋੜ। 94176-XXXXX (277, 135, 340, 150)
classified-ad: A Well Educated Girl Required for Jatt Sikh Month 2-11-1997 Canadian Citizen, Beautician, Convent Educated, Slim, Smart, 5'-5". Contact: 001-778-XXX-XXXX (210, 117, 273, 142)
classified-ad: ਸ਼ਰਮਾ ਪਰਿਵਾਰ ਦੀ ਲੜਕੀ ਜਨਮ 1994, ਕੱਦ 5'-2", ਐਮ.ਬੀ.ਏ. ਐਚ.ਆਰ., ਗੁੜਗਾਓਂ ਨੌਕਰੀ। 99881-XXXXX (143, 177, 206, 192)
classified-ad: ਸ਼ਾਹੀ ਗਹਿਣਿਆਂ ਦਾ ਸ਼ੋਅਰੂਮ — ਵਿਆਹ-ਸ਼ਾਦੀ ਲਈ ਸੋਨੇ ਤੇ ਹੀਰੇ ਦੇ ਗਹਿਣੇ, ਵਿਸ਼ੇਸ਼ ਛੂਟ। ਪੰਨਾ 11 'ਤੇ ਦੇਖੋ। (612, 245, 679, 260)
category-heading-line2: ਹਿੰਦੂ ਵਿਆਹ (432, 108, 453, 114)
classified-ad: ਵਰ ਦੀ ਲੋੜ ਰਾਮਗੜ੍ਹੀਆ ਸਿੱਖ ਲੜਕੀ, ਜਨਮ 1997, ਕੱਦ 5'-4", ਐਮ.ਐਸ.ਸੀ. ਆਈ.ਟੀ., ਕੈਨੇਡਾ ਵਰਕ ਪਰਮਿਟ 'ਤੇ, ਲਈ ਪੜ੍ਹੇ-ਲਿਖੇ ਵਰ ਦੀ ਲੋੜ। ਸੰਪਰਕ: 98760-XXXXX (76, 196, 139, 226)
column-2 (75, 100, 141, 1068)
masthead-logo-small: ਅਜੀਤ (50, 24, 65, 30)
category-heading (478, 102, 541, 116)
category-heading-line2: ਹਿੰਦੂ ਵਿਆਹ (164, 108, 185, 114)
colour-swatch-1 (71, 1076, 139, 1086)
category-subheading: ਕੰਨਿਆ ਦੀ ਲੋੜ (361, 177, 390, 184)
classified-ad: ਹਿੰਦੂ ਲੜਕਾ ਜਨਮ 1998, ਕੱਦ 6'-0", ਬੀ.ਈ., ਅਮਰੀਕਾ ਐਚ1ਬੀ ਵੀਜ਼ਾ, ਲਈ ਪੜ੍ਹੀ-ਲਿਖੀ ਲੜਕੀ ਦੀ ਲੋੜ। 001-425-XXX-XXXX (411, 187, 474, 202)
category-heading (9, 102, 72, 116)
category-heading-line2: ਮੈਟਰੀਮੋਨੀਅਲ (564, 108, 589, 114)
